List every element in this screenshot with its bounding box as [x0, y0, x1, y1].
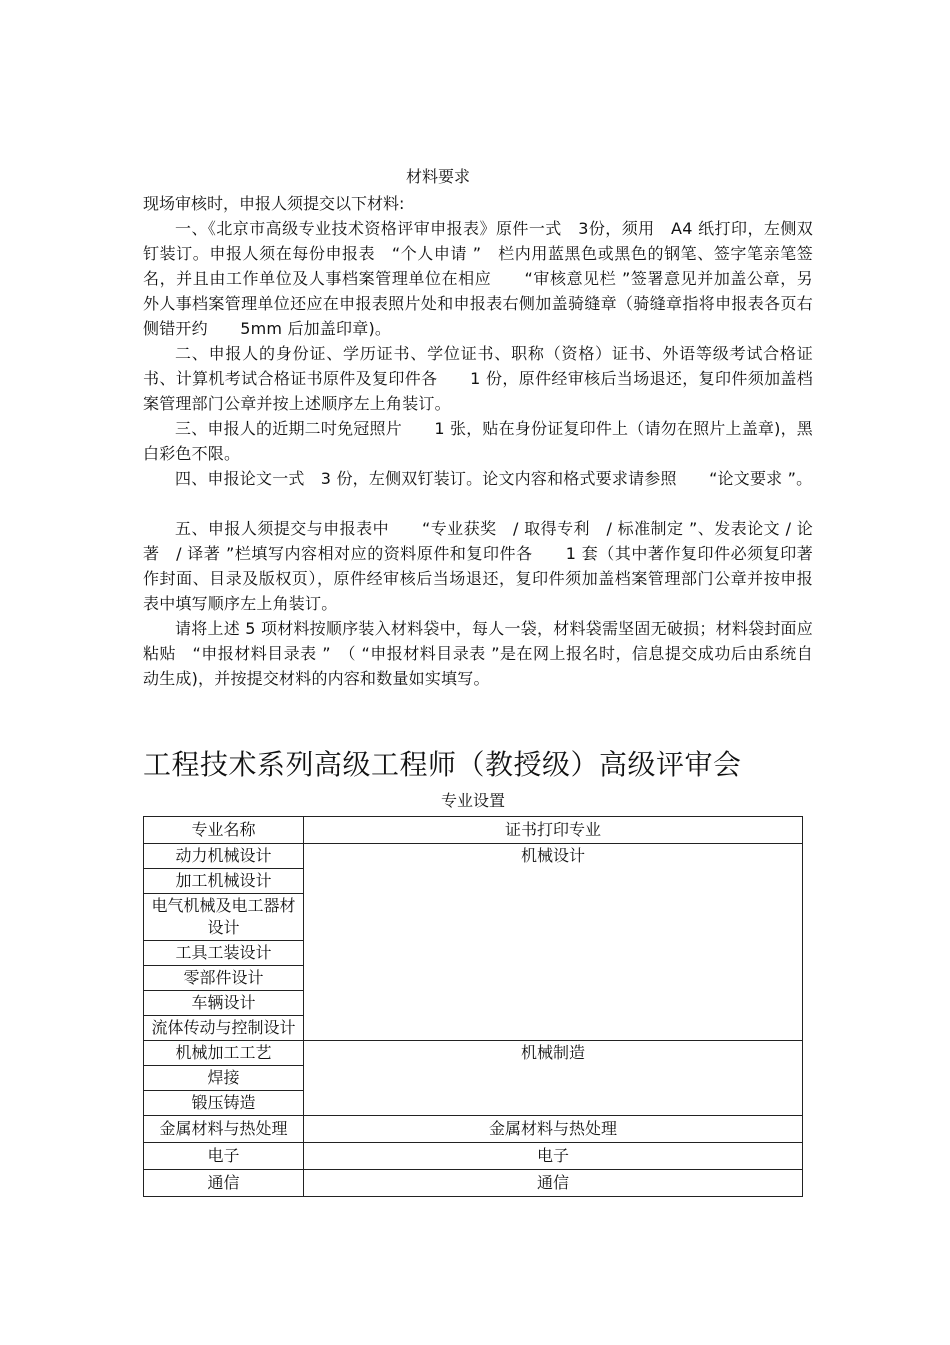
materials-paragraph-2: 二、申报人的身份证、学历证书、学位证书、职称（资格）证书、外语等级考试合格证书、计算机考试合格证书原件及复印件各 1 份，原件经审核后当场退还，复印件须加盖档案管理部门公章并按上述顺序左上角装订。 [143, 344, 813, 413]
major-name-cell: 机械加工工艺 [144, 1041, 304, 1066]
table-caption: 专业设置 [440, 791, 505, 810]
major-name-cell: 零部件设计 [144, 966, 304, 991]
materials-intro: 现场审核时，申报人须提交以下材料: [143, 194, 405, 213]
materials-paragraph-4: 四、申报论文一式 3 份，左侧双钉装订。论文内容和格式要求请参照 “论文要求 ”。 [175, 469, 813, 488]
major-name-cell: 锻压铸造 [144, 1091, 304, 1116]
table-header-row [144, 817, 803, 844]
cert-major-cell: 电子 [304, 1143, 803, 1170]
header-major-name: 专业名称 [144, 817, 304, 844]
table-row [144, 1143, 803, 1170]
cert-major-cell: 通信 [304, 1170, 803, 1197]
materials-paragraph-3: 三、申报人的近期二吋免冠照片 1 张，贴在身份证复印件上（请勿在照片上盖章)，黑白彩色不限。 [143, 419, 813, 463]
major-name-cell: 加工机械设计 [144, 869, 304, 894]
section-heading: 工程技术系列高级工程师（教授级）高级评审会 [143, 748, 742, 781]
major-name-cell: 通信 [144, 1170, 304, 1197]
major-name-cell: 工具工装设计 [144, 941, 304, 966]
major-name-cell: 流体传动与控制设计 [144, 1016, 304, 1041]
major-name-cell: 车辆设计 [144, 991, 304, 1016]
materials-paragraph-1: 一、《北京市高级专业技术资格评审申报表》原件一式 3份，须用 A4 纸打印，左侧双钉装订。申报人须在每份申报表 “个人申请 ” 栏内用蓝黑色或黑色的钢笔、签字笔亲笔签名，并且由工作单位及人事档案管理单位在相应 “审核意见栏 ”签署意见并加盖公章，另外人事档案管理单位还应在申报表照片处和申报表右侧加盖骑缝章（骑缝章指将申报表各页右侧错开约 5mm 后加盖印章)。 [143, 219, 813, 338]
table-row [144, 1041, 803, 1066]
cert-major-cell: 机械制造 [304, 1041, 803, 1116]
table-row [144, 844, 803, 869]
cert-major-cell: 机械设计 [304, 844, 803, 1041]
materials-paragraph-5: 五、申报人须提交与申报表中 “专业获奖 / 取得专利 / 标准制定 ”、发表论文 / 论著 / 译著 ”栏填写内容相对应的资料原件和复印件各 1 套（其中著作复印件必须复印著作封面、目录及版权页），原件经审核后当场退还，复印件须加盖档案管理部门公章并按申报表中填写顺序左上角装订。 [143, 519, 813, 613]
major-name-cell: 动力机械设计 [144, 844, 304, 869]
majors-table [143, 816, 803, 1197]
major-name-cell: 电子 [144, 1143, 304, 1170]
header-cert-major: 证书打印专业 [304, 817, 803, 844]
major-name-cell: 电气机械及电工器材设计 [144, 894, 304, 941]
major-name-cell: 金属材料与热处理 [144, 1116, 304, 1143]
materials-title: 材料要求 [405, 167, 470, 186]
table-row [144, 1170, 803, 1197]
major-name-cell: 焊接 [144, 1066, 304, 1091]
materials-closing-paragraph: 请将上述 5 项材料按顺序装入材料袋中，每人一袋，材料袋需坚固无破损；材料袋封面应粘贴 “申报材料目录表 ” （ “申报材料目录表 ”是在网上报名时，信息提交成功后由系统自动生成)，并按提交材料的内容和数量如实填写。 [143, 619, 813, 688]
table-row [144, 1116, 803, 1143]
cert-major-cell: 金属材料与热处理 [304, 1116, 803, 1143]
